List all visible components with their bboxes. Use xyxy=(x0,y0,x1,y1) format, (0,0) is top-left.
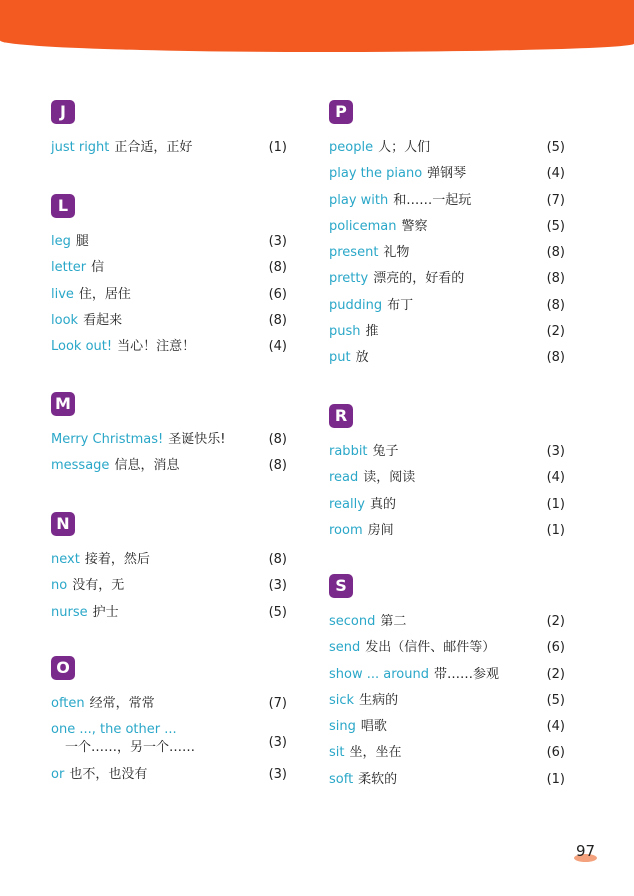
section-letter-badge: M xyxy=(51,392,75,416)
entry-meaning: 正合适，正好 xyxy=(114,140,193,155)
entry-word: live xyxy=(51,286,74,302)
section-letter-badge: R xyxy=(329,404,353,428)
entry-meaning: 警察 xyxy=(401,218,428,234)
vocabulary-entry xyxy=(329,349,565,375)
entry-meaning: 漂亮的，好看的 xyxy=(373,271,465,287)
entry-list xyxy=(329,443,565,548)
vocabulary-entry xyxy=(51,338,287,364)
entry-unit-number: (3) xyxy=(268,767,287,783)
entry-unit-number: (7) xyxy=(268,696,287,711)
letter-section xyxy=(51,100,287,165)
entry-word: play the piano xyxy=(329,166,423,182)
entry-unit-number: (4) xyxy=(268,339,287,355)
vocabulary-entry xyxy=(329,218,565,244)
entry-meaning: 带……参观 xyxy=(433,666,499,682)
entry-word: letter xyxy=(51,260,87,276)
letter-section xyxy=(51,392,287,484)
letter-section xyxy=(329,404,565,548)
entry-word: send xyxy=(329,640,361,656)
entry-word: nurse xyxy=(51,604,88,620)
entry-unit-number: (4) xyxy=(546,719,565,735)
section-letter-badge: L xyxy=(51,194,75,218)
vocabulary-entry xyxy=(329,692,565,718)
entry-meaning: 一个……，另一个…… xyxy=(65,740,196,756)
vocabulary-entry xyxy=(51,695,287,721)
entry-unit-number: (3) xyxy=(546,444,565,459)
vocabulary-entry xyxy=(329,192,565,218)
letter-section xyxy=(51,656,287,793)
entry-meaning: 住，居住 xyxy=(78,286,131,302)
entry-word: second xyxy=(329,614,376,629)
entry-unit-number: (5) xyxy=(546,140,565,155)
entry-meaning: 发出（信件、邮件等） xyxy=(365,640,496,656)
entry-list xyxy=(51,695,287,793)
entry-unit-number: (1) xyxy=(546,522,565,538)
vocabulary-entry xyxy=(51,259,287,285)
vocabulary-entry xyxy=(329,323,565,349)
entry-word: one ..., the other ... xyxy=(51,722,177,738)
vocabulary-entry xyxy=(329,613,565,639)
entry-word: pudding xyxy=(329,297,383,313)
entry-unit-number: (8) xyxy=(546,245,565,261)
entry-meaning: 腿 xyxy=(75,234,89,249)
section-letter-badge: P xyxy=(329,100,353,124)
entry-meaning: 信 xyxy=(91,260,105,276)
entry-unit-number: (3) xyxy=(268,234,287,249)
entry-word: next xyxy=(51,552,80,567)
vocabulary-entry xyxy=(329,771,565,797)
entry-list xyxy=(329,139,565,376)
entry-meaning: 当心！注意！ xyxy=(117,339,196,355)
entry-meaning: 圣诞快乐! xyxy=(168,432,226,447)
entry-list xyxy=(51,431,287,484)
vocabulary-entry xyxy=(51,551,287,577)
entry-meaning: 读，阅读 xyxy=(363,470,416,486)
entry-word: read xyxy=(329,470,359,486)
entry-word: look xyxy=(51,312,79,328)
entry-unit-number: (4) xyxy=(546,166,565,182)
entry-unit-number: (1) xyxy=(546,496,565,512)
entry-unit-number: (6) xyxy=(546,745,565,761)
vocabulary-entry xyxy=(51,457,287,483)
entry-unit-number: (6) xyxy=(268,286,287,302)
entry-meaning: 真的 xyxy=(369,496,396,512)
vocabulary-entry xyxy=(51,431,287,457)
vocabulary-entry xyxy=(51,721,287,766)
entry-meaning: 也不，也没有 xyxy=(69,767,148,783)
vocabulary-entry xyxy=(51,233,287,259)
entry-unit-number: (8) xyxy=(268,312,287,328)
entry-word: Merry Christmas! xyxy=(51,432,164,447)
entry-unit-number: (8) xyxy=(546,297,565,313)
entry-meaning: 柔软的 xyxy=(358,771,398,787)
entry-meaning: 人；人们 xyxy=(378,140,431,155)
entry-word: room xyxy=(329,522,363,538)
entry-word: really xyxy=(329,496,365,512)
entry-word: just right xyxy=(51,140,110,155)
entry-unit-number: (7) xyxy=(546,192,565,208)
entry-word: rabbit xyxy=(329,444,368,459)
entry-meaning: 礼物 xyxy=(383,245,410,261)
letter-section xyxy=(329,100,565,376)
section-letter-badge: J xyxy=(51,100,75,124)
vocabulary-entry xyxy=(51,766,287,792)
vocabulary-entry xyxy=(329,666,565,692)
vocabulary-entry xyxy=(51,312,287,338)
entry-meaning: 经常，常常 xyxy=(89,696,155,711)
entry-unit-number: (1) xyxy=(268,140,287,155)
entry-unit-number: (5) xyxy=(546,692,565,708)
entry-unit-number: (8) xyxy=(268,432,287,447)
section-letter-badge: O xyxy=(51,656,75,680)
entry-unit-number: (2) xyxy=(546,666,565,682)
entry-word: sit xyxy=(329,745,345,761)
entry-list xyxy=(51,139,287,165)
vocabulary-entry xyxy=(329,744,565,770)
vocabulary-entry xyxy=(51,604,287,630)
page-number: 97 xyxy=(573,842,598,860)
entry-word: message xyxy=(51,458,110,474)
vocabulary-entry xyxy=(329,522,565,548)
entry-meaning: 房间 xyxy=(367,522,394,538)
entry-unit-number: (8) xyxy=(546,271,565,287)
entry-unit-number: (3) xyxy=(268,735,287,751)
vocabulary-entry xyxy=(329,244,565,270)
entry-list xyxy=(51,233,287,364)
vocabulary-entry xyxy=(51,139,287,165)
vocabulary-entry xyxy=(329,443,565,469)
entry-unit-number: (1) xyxy=(546,771,565,787)
entry-word: often xyxy=(51,696,85,711)
letter-section xyxy=(51,194,287,364)
entry-word: sing xyxy=(329,719,356,735)
entry-meaning: 看起来 xyxy=(83,312,123,328)
entry-unit-number: (8) xyxy=(268,552,287,567)
entry-unit-number: (4) xyxy=(546,470,565,486)
entry-unit-number: (5) xyxy=(268,604,287,620)
vocabulary-entry xyxy=(329,496,565,522)
vocabulary-entry xyxy=(329,139,565,165)
entry-unit-number: (8) xyxy=(268,458,287,474)
entry-meaning: 布丁 xyxy=(387,297,414,313)
entry-unit-number: (3) xyxy=(268,578,287,594)
vocabulary-entry xyxy=(51,286,287,312)
entry-word: present xyxy=(329,245,379,261)
entry-word: push xyxy=(329,324,361,340)
entry-meaning: 兔子 xyxy=(372,444,399,459)
vocabulary-entry xyxy=(329,639,565,665)
entry-word: or xyxy=(51,767,65,783)
entry-meaning: 接着，然后 xyxy=(84,552,150,567)
section-letter-badge: N xyxy=(51,512,75,536)
entry-word: sick xyxy=(329,692,355,708)
entry-meaning: 第二 xyxy=(380,614,407,629)
entry-meaning: 护士 xyxy=(92,604,119,620)
entry-unit-number: (8) xyxy=(546,350,565,366)
entry-meaning: 弹钢琴 xyxy=(427,166,467,182)
vocabulary-entry xyxy=(329,297,565,323)
entry-unit-number: (2) xyxy=(546,614,565,629)
letter-section xyxy=(329,574,565,797)
entry-list xyxy=(329,613,565,797)
entry-meaning: 推 xyxy=(365,324,379,340)
entry-word: soft xyxy=(329,771,354,787)
entry-meaning: 生病的 xyxy=(359,692,399,708)
entry-word: show ... around xyxy=(329,666,429,682)
entry-word: put xyxy=(329,350,351,366)
entry-meaning: 和……一起玩 xyxy=(393,192,472,208)
section-letter-badge: S xyxy=(329,574,353,598)
entry-word: play with xyxy=(329,192,389,208)
entry-word: Look out! xyxy=(51,339,113,355)
vocabulary-entry xyxy=(51,577,287,603)
entry-unit-number: (5) xyxy=(546,218,565,234)
entry-list xyxy=(51,551,287,630)
entry-meaning: 没有，无 xyxy=(72,578,125,594)
vocabulary-entry xyxy=(329,718,565,744)
vocabulary-entry xyxy=(329,469,565,495)
entry-word: no xyxy=(51,578,68,594)
top-banner xyxy=(0,0,634,52)
entry-word: people xyxy=(329,140,374,155)
entry-meaning: 放 xyxy=(355,350,369,366)
entry-word: leg xyxy=(51,234,71,249)
entry-meaning: 坐，坐在 xyxy=(349,745,402,761)
vocabulary-entry xyxy=(329,165,565,191)
entry-word: policeman xyxy=(329,218,397,234)
letter-section xyxy=(51,512,287,630)
entry-meaning: 唱歌 xyxy=(360,719,387,735)
entry-unit-number: (8) xyxy=(268,260,287,276)
entry-meaning: 信息，消息 xyxy=(114,458,180,474)
entry-unit-number: (2) xyxy=(546,324,565,340)
vocabulary-entry xyxy=(329,270,565,296)
entry-word: pretty xyxy=(329,271,369,287)
entry-unit-number: (6) xyxy=(546,640,565,656)
